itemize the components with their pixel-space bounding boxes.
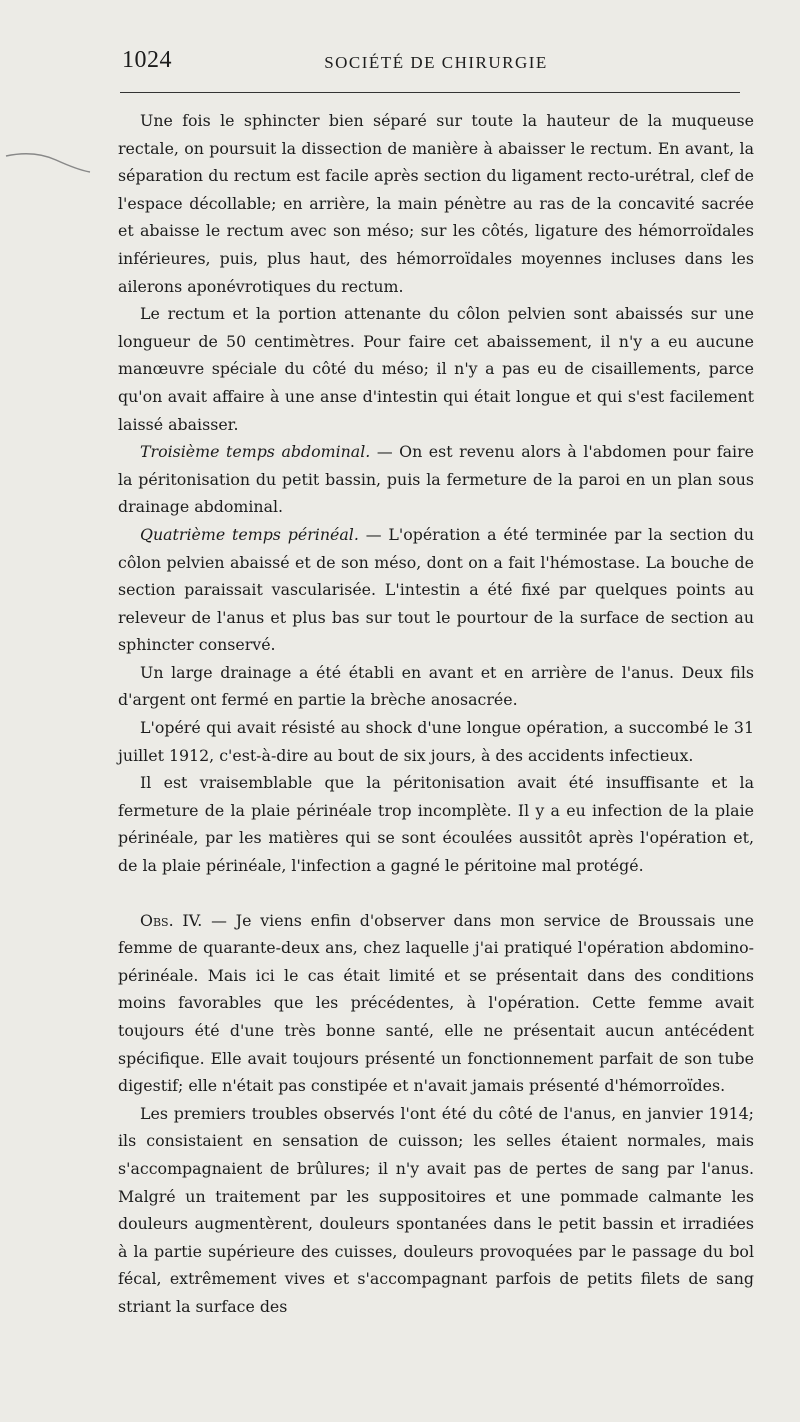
paragraph-dissection: Une fois le sphincter bien séparé sur toute la hauteur de la muqueuse rectale, on poursuit la dissection de manière à abaisser le rectum. En avant, la séparation du rectum est facile après section du ligament recto-urétral, clef de l'espace décollable; en arrière, la main pénètre au ras de la concavité sacrée et abaisse le rectum avec son méso; sur les côtés, ligature des hémorroïdales inférieures, puis, plus haut, des hémorroïdales moyennes incluses dans les ailerons aponévrotiques du rectum. [118,111,754,296]
running-title: SOCIÉTÉ DE CHIRURGIE [324,53,548,72]
page-number: 1024 [122,47,172,73]
section-lead: Troisième temps abdominal. [140,442,371,462]
paragraph-quatrieme-temps: Quatrième temps périnéal. — L'opération a été terminée par la section du côlon pelvien abaissé et de son méso, dont on a fait l'hémostase. La bouche de section paraissait vascularisée. L'intestin a été fixé par quelques points au releveur de l'anus et plus bas sur tout le pourtour de la surface de section au sphincter conservé. [118,524,755,655]
header-rule [120,92,740,93]
paragraph-deces: L'opéré qui avait résisté au shock d'une longue opération, a succombé le 31 juillet 1912, c'est-à-dire au bout de six jours, à des accidents infectieux. [118,718,754,765]
paragraph-premiers-troubles: Les premiers troubles observés l'ont été du côté de l'anus, en janvier 1914; ils consistaient en sensation de cuisson; les selles étaient normales, mais s'accompagnaient de brûlures; il n'y avait pas de pertes de sang par l'anus. Malgré un traitement par les suppositoires et une pommade calmante les douleurs augmentèrent, douleurs spontanées dans le petit bassin et irradiées à la partie supérieure des cuisses, douleurs provoquées par le passage du bol fécal, extrêmement vives et s'accompagnant parfois de petits filets de sang striant la surface des [118,1103,754,1316]
paragraph-observation-iv: Obs. IV. — Je viens enfin d'observer dans mon service de Broussais une femme de quarante-deux ans, chez laquelle j'ai pratiqué l'opération abdomino-périnéale. Mais ici le cas était limité et se présentait dans des conditions moins favorables que les précédentes, à l'opération. Cette femme avait toujours été d'une très bonne santé, elle ne présentait aucun antécédent spécifique. Elle avait toujours présenté un fonctionnement parfait de son tube digestif; elle n'était pas constipée et n'avait jamais présenté d'hémorroïdes. [118,910,754,1096]
page-header [118,47,754,77]
paragraph-abaissement: Le rectum et la portion attenante du côlon pelvien sont abaissés sur une longueur de 50 centimètres. Pour faire cet abaissement, il n'y a eu aucune manœuvre spéciale du côté du méso; il n'y a pas eu de cisaillements, parce qu'on avait affaire à une anse d'intestin qui était longue et qui s'est facilement laissé abaisser. [118,304,754,434]
body-text [118,107,754,1321]
paragraph-conclusion: Il est vraisemblable que la péritonisation avait été insuffisante et la fermeture de la plaie périnéale trop incomplète. Il y a eu infection de la plaie périnéale, par les matières qui se sont écoulées aussitôt après l'opération et, de la plaie périnéale, l'infection a gagné le péritoine mal protégé. [118,773,754,876]
section-lead: Quatrième temps périnéal. [140,524,359,544]
paragraph-troisieme-temps: Troisième temps abdominal. — On est revenu alors à l'abdomen pour faire la péritonisation du petit bassin, puis la fermeture de la paroi en un plan sous drainage abdominal. [118,442,754,517]
observation-label: Obs. [140,910,174,930]
margin-stray-mark [4,138,92,174]
paragraph-drainage: Un large drainage a été établi en avant et en arrière de l'anus. Deux fils d'argent ont fermé en partie la brèche anosacrée. [118,662,754,710]
